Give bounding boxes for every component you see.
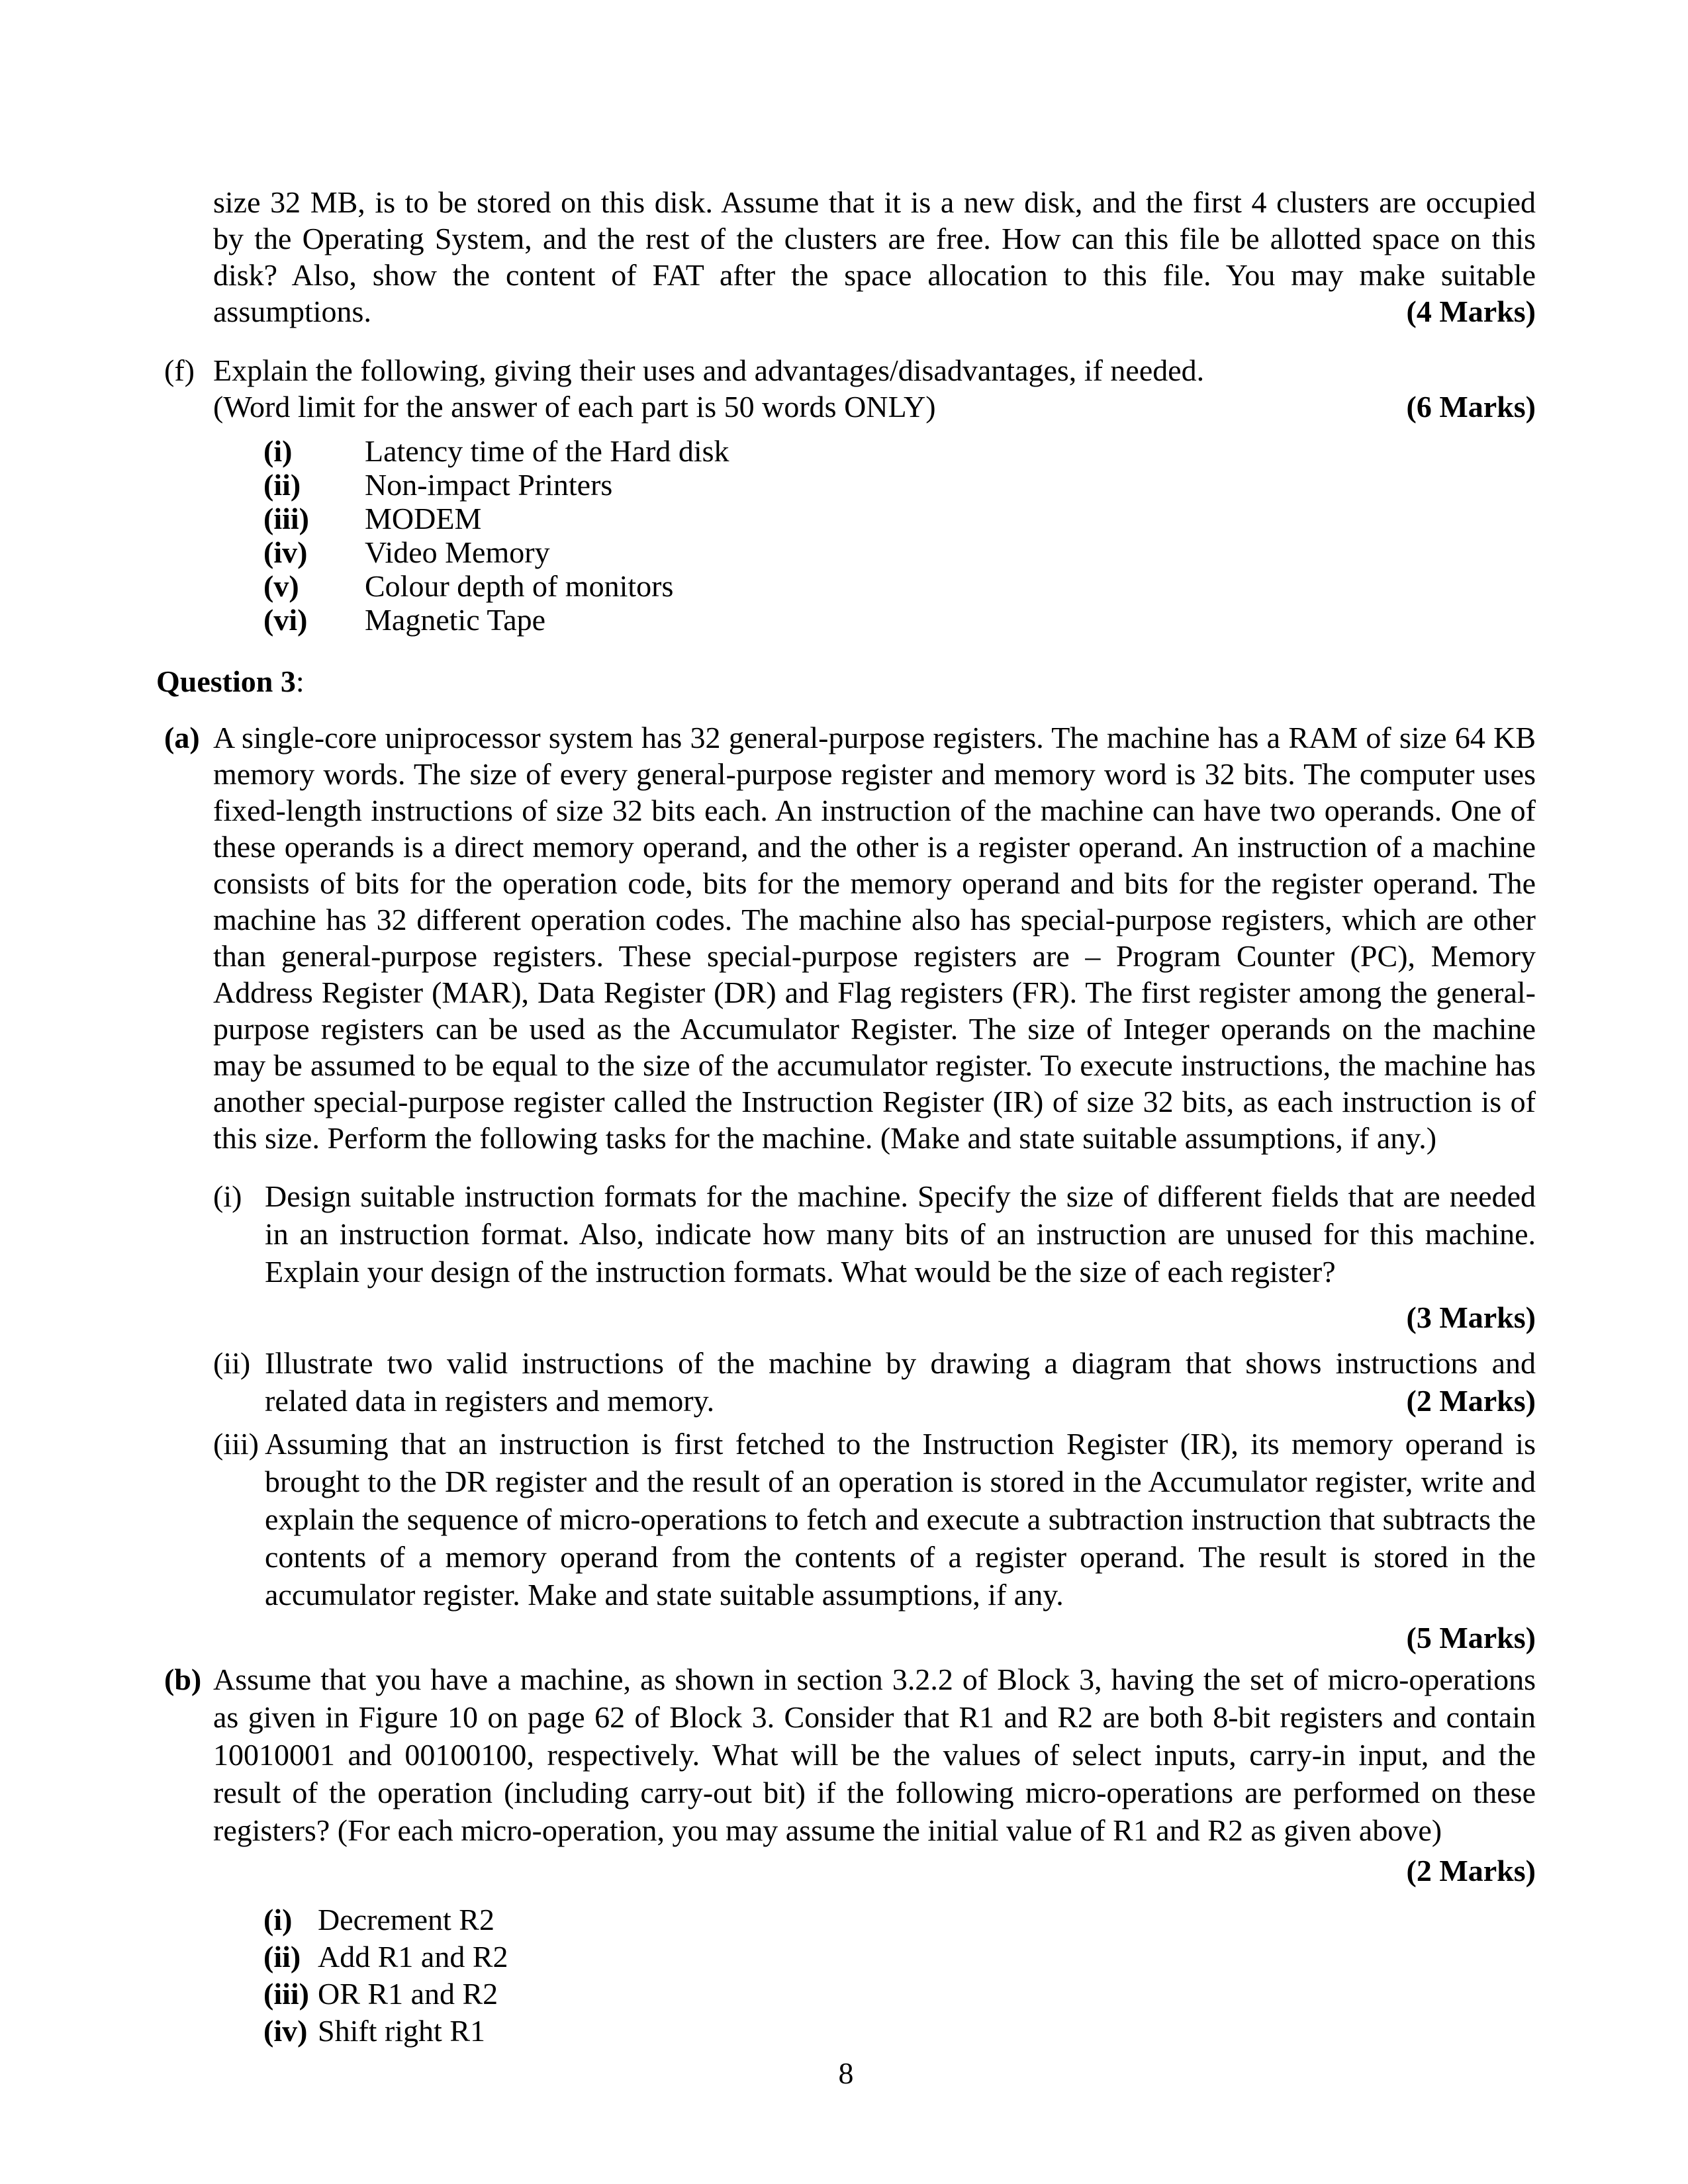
list-marker: (iii) [263, 1977, 309, 2011]
paragraph-line: Assuming that an instruction is first fetched to the Instruction Register (IR), its memory operand is [265, 1427, 1536, 1461]
marks-badge: (2 Marks) [1406, 1384, 1536, 1418]
intro-paragraph [213, 184, 1536, 330]
list-marker: (ii) [263, 468, 301, 502]
list-item [263, 569, 1536, 603]
list-marker: (ii) [213, 1346, 251, 1380]
list-item [263, 468, 1536, 502]
paragraph-line: another special-purpose register called the Instruction Register (IR) of size 32 bits, as each instruction is of [213, 1085, 1536, 1118]
marks-badge: (5 Marks) [1406, 1621, 1536, 1655]
item-a-sub-i [213, 1177, 1536, 1291]
paragraph-line: may be assumed to be equal to the size of the accumulator register. To execute instructions, the machine has [213, 1048, 1536, 1082]
list-marker: (a) [164, 721, 200, 754]
item-a-sub-ii [213, 1344, 1536, 1420]
paragraph-line: consists of bits for the operation code, bits for the memory operand and bits for the register operand. The [213, 866, 1536, 900]
paragraph-line: 10010001 and 00100100, respectively. What will be the values of select inputs, carry-in input, and the [213, 1738, 1536, 1772]
list-item [263, 603, 1536, 637]
paragraph-line: disk? Also, show the content of FAT after the space allocation to this file. You may make suitable [213, 258, 1536, 292]
list-item-text: Latency time of the Hard disk [365, 434, 729, 468]
paragraph-line: machine has 32 different operation codes. The machine also has special-purpose registers, which are other [213, 903, 1536, 936]
item-f [164, 352, 1536, 425]
paragraph-line: by the Operating System, and the rest of the clusters are free. How can this file be allotted space on this [213, 222, 1536, 255]
paragraph-line: in an instruction format. Also, indicate how many bits of an instruction are unused for this machine. [265, 1217, 1536, 1251]
list-item-text: MODEM [365, 502, 482, 535]
paragraph-line: Explain your design of the instruction formats. What would be the size of each register? [265, 1255, 1336, 1289]
paragraph-line: size 32 MB, is to be stored on this disk. Assume that it is a new disk, and the first 4 clusters are occupied [213, 185, 1536, 219]
list-item [263, 502, 1536, 535]
list-item-text: Magnetic Tape [365, 603, 546, 637]
item-a [164, 719, 1536, 1156]
paragraph-line: result of the operation (including carry-out bit) if the following micro-operations are performed on these [213, 1776, 1536, 1809]
list-marker: (i) [213, 1179, 242, 1213]
paragraph-line: assumptions. [213, 295, 371, 328]
item-f-sublist [263, 434, 1536, 637]
paragraph-line: related data in registers and memory. [265, 1384, 715, 1418]
list-marker: (b) [164, 1662, 202, 1696]
paragraph-line: registers? (For each micro-operation, you may assume the initial value of R1 and R2 as given above) [213, 1813, 1442, 1847]
list-marker: (f) [164, 353, 195, 387]
paragraph-line: Assume that you have a machine, as shown in section 3.2.2 of Block 3, having the set of micro-operations [213, 1662, 1536, 1696]
list-item [263, 434, 1536, 468]
paragraph-last-line-row [213, 388, 1536, 425]
paragraph-line: fixed-length instructions of size 32 bits each. An instruction of the machine can have two operands. One of [213, 794, 1536, 827]
list-item [263, 1976, 1536, 2013]
paragraph-line: brought to the DR register and the result of an operation is stored in the Accumulator register, write and [265, 1465, 1536, 1498]
list-item-text: Video Memory [365, 535, 550, 569]
item-a-sub-iii [213, 1425, 1536, 1614]
list-marker: (v) [263, 569, 299, 603]
list-item-text: Shift right R1 [318, 2014, 486, 2048]
list-item-text: OR R1 and R2 [318, 1977, 498, 2011]
paragraph-last-line-row [213, 293, 1536, 330]
list-marker: (vi) [263, 603, 308, 637]
list-item [263, 2013, 1536, 2050]
question-title: Question 3 [156, 664, 296, 698]
paragraph-line: A single-core uniprocessor system has 32 general-purpose registers. The machine has a RAM of size 64 KB [213, 721, 1536, 754]
list-item [263, 1901, 1536, 1938]
item-b [164, 1661, 1536, 1849]
list-marker: (i) [263, 434, 293, 468]
list-marker: (ii) [263, 1940, 301, 1974]
list-marker: (iv) [263, 535, 308, 569]
paragraph-line: than general-purpose registers. These special-purpose registers are – Program Counter (PC), Memory [213, 939, 1536, 973]
paragraph-line: these operands is a direct memory operand, and the other is a register operand. An instruction of a machine [213, 830, 1536, 864]
list-marker: (iii) [213, 1427, 259, 1461]
list-item-text: Non-impact Printers [365, 468, 613, 502]
list-item [263, 535, 1536, 569]
marks-badge: (2 Marks) [1406, 1854, 1536, 1888]
marks-badge: (3 Marks) [1406, 1300, 1536, 1334]
list-item-text: Colour depth of monitors [365, 569, 674, 603]
question-heading [156, 663, 1536, 700]
paragraph-last-line-row [265, 1382, 1536, 1420]
paragraph-line: as given in Figure 10 on page 62 of Block 3. Consider that R1 and R2 are both 8-bit registers and contain [213, 1700, 1536, 1734]
paragraph-line: contents of a memory operand from the contents of a register operand. The result is stored in the [265, 1540, 1536, 1574]
item-b-sublist [263, 1901, 1536, 2050]
paragraph-line: explain the sequence of micro-operations to fetch and execute a subtraction instruction that subtracts the [265, 1502, 1536, 1536]
paragraph-line: Illustrate two valid instructions of the machine by drawing a diagram that shows instructions and [265, 1346, 1536, 1380]
paragraph-line: accumulator register. Make and state suitable assumptions, if any. [265, 1578, 1064, 1612]
list-marker: (iii) [263, 502, 309, 535]
list-item-text: Add R1 and R2 [318, 1940, 508, 1974]
page-number: 8 [838, 2056, 854, 2090]
paragraph-line: this size. Perform the following tasks for the machine. (Make and state suitable assumptions, if any.) [213, 1121, 1437, 1155]
paragraph-line: Address Register (MAR), Data Register (DR) and Flag registers (FR). The first register among the general- [213, 976, 1536, 1009]
list-item [263, 1938, 1536, 1976]
marks-badge: (6 Marks) [1406, 390, 1536, 424]
marks-badge: (4 Marks) [1406, 295, 1536, 328]
paragraph-line: Explain the following, giving their uses and advantages/disadvantages, if needed. [213, 353, 1205, 387]
list-marker: (i) [263, 1903, 293, 1936]
paragraph-line: Design suitable instruction formats for the machine. Specify the size of different fields that are needed [265, 1179, 1536, 1213]
list-marker: (iv) [263, 2014, 308, 2048]
question-colon: : [295, 664, 305, 698]
paragraph-line: memory words. The size of every general-purpose register and memory word is 32 bits. The computer uses [213, 757, 1536, 791]
paragraph-line: (Word limit for the answer of each part is 50 words ONLY) [213, 390, 936, 424]
list-item-text: Decrement R2 [318, 1903, 494, 1936]
paragraph-line: purpose registers can be used as the Accumulator Register. The size of Integer operands on the machine [213, 1012, 1536, 1046]
